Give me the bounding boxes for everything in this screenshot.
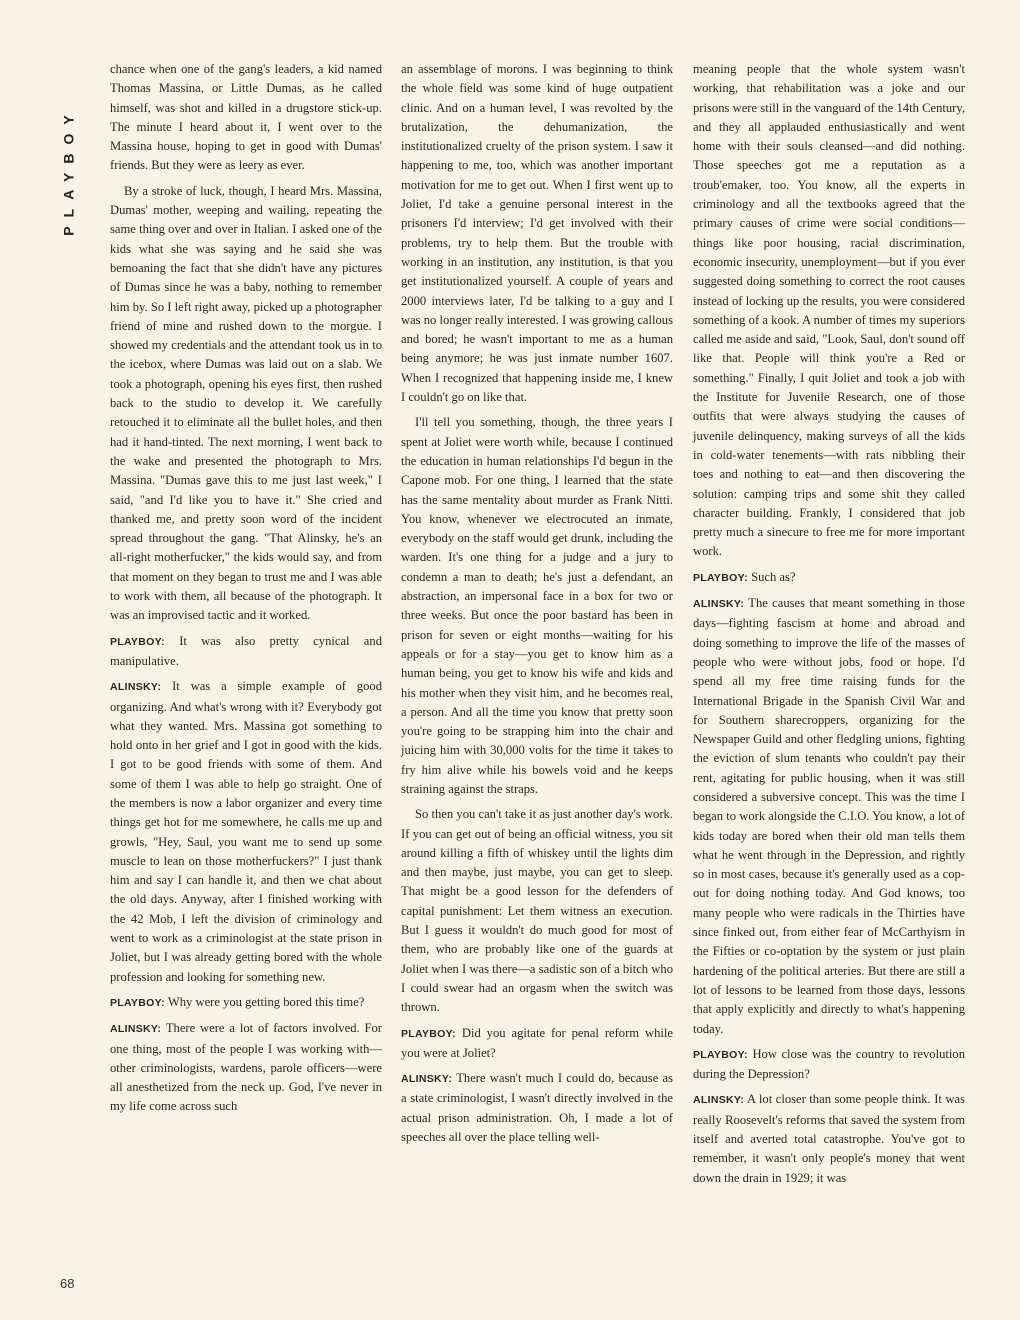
- body-paragraph: [110, 182, 382, 626]
- paragraph-text: meaning people that the whole system wasn't working, that rehabilitation was a joke and our prisons were still in the vanguard of the 14th Century, and they all applauded enthusiastically and went home with their souls cleansed—and did nothing. Those speeches got me a reputation as a troub'emaker, too. You know, all the experts in criminology and all the textbooks agreed that the primary causes of crime were social conditions—things like poor housing, racial discrimination, economic insecurity, unemployment—but if you ever suggested doing something to correct the root causes instead of locking up the results, you were considered something of a kook. A number of times my superiors called me aside and said, "Look, Saul, don't sound off like that. People will think you're a Red or something." Finally, I quit Joliet and took a job with the Institute for Juvenile Research, one of those outfits that were always studying the causes of juvenile delinquency, making surveys of all the kids in cold-water tenements—with rats nibbling their toes and nothing to eat—and then discovering the solution: camping trips and some shit they called character building. Frankly, I considered that job pretty much a sinecure to free me for more important work.: [693, 62, 965, 559]
- paragraph-text: I'll tell you something, though, the three years I spent at Joliet were worth while, because I continued the education in human relationships I'd begun in the Capone mob. For one thing, I learned that the state has the same mentality about murder as Frank Nitti. You know, whenever we electrocuted an inmate, everybody on the staff would get drunk, including the warden. It's one thing for a judge and a jury to condemn a man to death; he's just a defendant, an abstraction, an impersonal face in a box for two or three weeks. But once the poor bastard has been in prison for seven or eight months—waiting for his appeals or for a stay—you get to know him as a human being, you get to know his wife and kids and his mother when they visit him, and he becomes real, a person. And all the time you know that pretty soon you're going to be strapping him into the chair and juicing him with 30,000 volts for the time it takes to fry him alive while his bowels void and he keeps straining against the straps.: [401, 415, 673, 796]
- speaker-label: ALINSKY:: [693, 1094, 745, 1107]
- paragraph-text: Such as?: [751, 569, 796, 584]
- speaker-label: PLAYBOY:: [693, 571, 748, 584]
- paragraph-text: There wasn't much I could do, because as a state criminologist, I wasn't directly involved in the actual prison administration. Oh, I made a lot of speeches all over the place telling well-: [401, 1071, 674, 1145]
- body-paragraph: [401, 413, 673, 799]
- speaker-label: PLAYBOY:: [110, 635, 165, 648]
- paragraph-text: Why were you getting bored this time?: [167, 994, 365, 1009]
- interview-paragraph: [401, 1069, 673, 1147]
- paragraph-text: Did you agitate for penal reform while you were at Joliet?: [401, 1025, 673, 1060]
- body-paragraph: [401, 60, 673, 407]
- paragraph-text: chance when one of the gang's leaders, a kid named Thomas Massina, or Little Dumas, as he called himself, was shot and killed in a drugstore stick-up. The minute I heard about it, I went over to the Massina house, hoping to get in good with Dumas' friends. But they were as leery as ever.: [110, 62, 382, 173]
- page-number: 68: [60, 1276, 75, 1291]
- paragraph-text: How close was the country to revolution during the Depression?: [693, 1046, 965, 1082]
- interview-paragraph: [401, 1024, 673, 1064]
- body-paragraph: [401, 805, 673, 1017]
- speaker-label: ALINSKY:: [110, 681, 162, 694]
- body-paragraph: [110, 60, 382, 176]
- interview-paragraph: [110, 1019, 382, 1116]
- paragraph-text: So then you can't take it as just another day's work. If you can get out of being an official witness, you sit around killing a fifth of whiskey until the lights dim and then maybe, just maybe, you can get to sleep. That might be a good lesson for the defenders of capital punishment: Let them witness an execution. But I guess it wouldn't do much good for most of them, who are probably like one of the guards at Joliet when I was there—a sadistic son of a bitch who I could swear had an orgasm when the switch was thrown.: [401, 807, 673, 1015]
- interview-paragraph: [693, 594, 965, 1039]
- paragraph-text: There were a lot of factors involved. For one thing, most of the people I was working with—other criminologists, wardens, parole officers—were all anesthetized from the neck up. God, I've never in my life come across such: [110, 1021, 382, 1114]
- interview-paragraph: [693, 568, 965, 588]
- paragraph-text: By a stroke of luck, though, I heard Mrs. Massina, Dumas' mother, weeping and wailing, repeating the same thing over and over in Italian. I asked one of the kids what she was saying and he said she was bemoaning the fact that she didn't have any pictures of Dumas since he was a baby, nothing to remember him by. So I left right away, picked up a photographer friend of mine and rushed down to the morgue. I showed my credentials and the attendant took us in to the icebox, where Dumas was laid out on a slab. We took a photograph, opening his eyes first, then rushed back to the studio to develop it. We carefully retouched it to eliminate all the bullet holes, and then had it hand-tinted. The next morning, I went back to the wake and presented the photograph to Mrs. Massina. "Dumas gave this to me just last week," I said, "and I'd like you to have it." She cried and thanked me, and pretty soon word of the incident spread throughout the gang. "That Alinsky, he's an all-right motherfucker," the kids would say, and from that moment on they began to trust me and I was able to work with them, all because of the photograph. It was an improvised tactic and it worked.: [110, 183, 382, 623]
- interview-paragraph: [110, 677, 382, 987]
- paragraph-text: It was a simple example of good organizing. And what's wrong with it? Everybody got what they wanted. Mrs. Massina got something to hold onto in her grief and I got in good with the kids. I got to be good friends with some of them. And some of them I was able to help go straight. One of the members is now a labor organizer and every time things get hot for me somewhere, he calls me up and growls, "Hey, Saul, you want me to send up some muscle to lean on those motherfuckers?" I just thank him and say I can handle it, and then we chat about the old days. Anyway, after I finished working with the 42 Mob, I left the division of criminology and went to work as a criminologist at the state prison in Joliet, but I was already getting bored with the whole profession and looking for something new.: [110, 679, 382, 984]
- body-paragraph: [693, 60, 965, 562]
- speaker-label: PLAYBOY:: [401, 1027, 456, 1040]
- text-column-3: [693, 60, 965, 1194]
- interview-paragraph: [110, 993, 382, 1013]
- interview-paragraph: [693, 1045, 965, 1085]
- text-column-1: [110, 60, 382, 1123]
- speaker-label: PLAYBOY:: [693, 1048, 748, 1061]
- paragraph-text: A lot closer than some people think. It was really Roosevelt's reforms that saved the system from itself and averted total catastrophe. You've got to remember, it wasn't only people's money that went down the drain in 1929; it was: [693, 1092, 965, 1185]
- magazine-title: [54, 66, 84, 276]
- speaker-label: ALINSKY:: [110, 1023, 162, 1036]
- speaker-label: ALINSKY:: [401, 1073, 453, 1086]
- paragraph-text: The causes that meant something in those days—fighting fascism at home and abroad and doing something to improve the life of the masses of people who were without jobs, food or hope. I'd spend all my free time raising funds for the International Brigade in the Spanish Civil War and for Southern sharecroppers, organizing for the Newspaper Guild and other fledgling unions, fighting the eviction of slum tenants who couldn't pay their rent, agitating for public housing, when it was still considered a subversive concept. This was the time I began to work alongside the C.I.O. You know, a lot of kids today are bored when their old man tells them what he went through in the Depression, and rightly so in most cases, because it's generally used as a cop-out for doing nothing today. And God knows, too many people who were radicals in the Thirties have since finked out, from either fear of McCarthyism in the Fifties or co-optation by the system or just plain hardening of the political arteries. But there are still a lot of lessons to be learned from those days, lessons that apply explicitly and directly to what's happening today.: [693, 596, 965, 1036]
- speaker-label: ALINSKY:: [693, 598, 745, 611]
- speaker-label: PLAYBOY:: [110, 996, 165, 1009]
- interview-paragraph: [693, 1090, 965, 1187]
- magazine-title-text: PLAYBOY: [61, 106, 78, 236]
- text-column-2: [401, 60, 673, 1153]
- paragraph-text: It was also pretty cynical and manipulative.: [110, 633, 382, 668]
- interview-paragraph: [110, 632, 382, 672]
- paragraph-text: an assemblage of morons. I was beginning to think the whole field was some kind of huge outpatient clinic. And on a human level, I was revolted by the brutalization, the dehumanization, the institutionalized cruelty of the prison system. I saw it happening to me, too, which was another important motivation for me to get out. When I first went up to Joliet, I'd take a genuine personal interest in the prisoners I'd interview; I'd get involved with their problems, try to help them. But the trouble with working in an institution, any institution, is that you get institutionalized yourself. A couple of years and 2000 interviews later, I'd be talking to a guy and I was no longer really interested. I was growing callous and bored; he wasn't important to me as a human being anymore; he was just inmate number 1607. When I recognized that happening inside me, I knew I couldn't go on like that.: [401, 62, 673, 405]
